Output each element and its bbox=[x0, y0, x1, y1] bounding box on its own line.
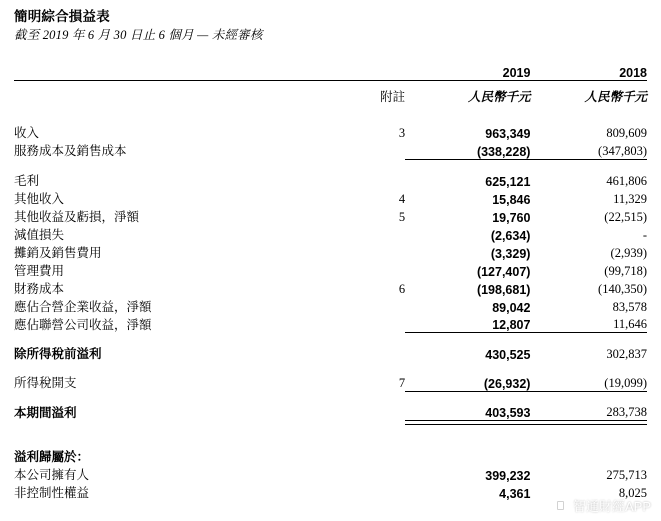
attribution-heading: 溢利歸屬於： bbox=[14, 450, 90, 464]
row-prev-value: 11,646 bbox=[613, 317, 647, 331]
table-row bbox=[14, 373, 647, 391]
row-current-value: (198,681) bbox=[476, 282, 531, 297]
row-prev-value: 809,609 bbox=[606, 126, 647, 140]
income-statement-table bbox=[14, 58, 647, 501]
spacer bbox=[14, 116, 647, 123]
row-note bbox=[337, 141, 405, 159]
row-label: 減值損失 bbox=[14, 227, 65, 242]
watermark-logo-icon bbox=[553, 498, 568, 513]
table-row bbox=[14, 243, 647, 261]
row-prev-value: (99,718) bbox=[604, 263, 647, 278]
spacer bbox=[14, 392, 647, 403]
row-prev-value: (347,803) bbox=[598, 143, 647, 158]
row-label: 除所得稅前溢利 bbox=[14, 347, 102, 361]
header-note-label: 附註 bbox=[380, 90, 406, 104]
row-note bbox=[337, 297, 405, 315]
row-current-value: 19,760 bbox=[492, 210, 531, 225]
row-note: 4 bbox=[398, 191, 406, 206]
attribution-heading-row bbox=[14, 447, 647, 465]
row-label: 管理費用 bbox=[14, 263, 65, 278]
table-row bbox=[14, 141, 647, 159]
row-prev-value: 8,025 bbox=[618, 486, 647, 500]
row-prev-value: (22,515) bbox=[604, 209, 647, 224]
row-label: 其他收益及虧損，淨額 bbox=[14, 209, 140, 224]
row-current-value: 4,361 bbox=[499, 487, 531, 501]
row-prev-value: 275,713 bbox=[606, 468, 647, 482]
row-label: 其他收入 bbox=[14, 191, 65, 206]
row-prev-value: 283,738 bbox=[606, 405, 647, 419]
row-current-value: (127,407) bbox=[476, 264, 531, 279]
row-note bbox=[337, 225, 405, 243]
row-label: 財務成本 bbox=[14, 281, 65, 296]
table-row bbox=[14, 297, 647, 315]
row-note bbox=[337, 243, 405, 261]
row-prev-value: (140,350) bbox=[598, 281, 647, 296]
row-label: 本期間溢利 bbox=[14, 405, 77, 420]
table-header-units bbox=[14, 81, 647, 105]
spacer bbox=[14, 160, 647, 171]
watermark bbox=[553, 496, 651, 515]
row-label: 應佔合營企業收益，淨額 bbox=[14, 299, 152, 314]
table-row bbox=[14, 225, 647, 243]
spacer bbox=[14, 425, 647, 437]
table-row bbox=[14, 261, 647, 279]
row-note bbox=[337, 261, 405, 279]
table-row bbox=[14, 403, 647, 421]
row-prev-value: (2,939) bbox=[610, 245, 647, 260]
table-row bbox=[14, 207, 647, 225]
header-prev-unit: 人民幣千元 bbox=[584, 90, 647, 104]
row-current-value: (2,634) bbox=[490, 228, 531, 243]
row-prev-value: 83,578 bbox=[612, 299, 647, 314]
watermark-text: 智通財經APP bbox=[572, 499, 651, 514]
header-current-year: 2019 bbox=[502, 66, 531, 80]
row-prev-value: 11,329 bbox=[613, 191, 647, 206]
row-note bbox=[337, 403, 405, 421]
row-label: 本公司擁有人 bbox=[14, 468, 90, 482]
row-note bbox=[337, 315, 405, 333]
table-row bbox=[14, 171, 647, 189]
table-row bbox=[14, 189, 647, 207]
table-row bbox=[14, 315, 647, 333]
row-current-value: (3,329) bbox=[490, 246, 531, 261]
page-title: 簡明綜合損益表 bbox=[14, 9, 110, 24]
spacer bbox=[14, 333, 647, 344]
spacer bbox=[14, 105, 647, 116]
row-current-value: 625,121 bbox=[485, 174, 531, 189]
row-note bbox=[337, 171, 405, 189]
row-current-value: (338,228) bbox=[476, 144, 531, 159]
row-current-value: 15,846 bbox=[492, 192, 531, 207]
row-current-value: 403,593 bbox=[485, 406, 531, 420]
row-prev-value: 461,806 bbox=[606, 173, 647, 188]
row-label: 收入 bbox=[14, 126, 40, 140]
row-prev-value: 302,837 bbox=[606, 347, 647, 361]
table-header-years bbox=[14, 58, 647, 81]
row-label: 服務成本及銷售成本 bbox=[14, 144, 127, 158]
header-current-unit: 人民幣千元 bbox=[467, 90, 531, 104]
row-label: 攤銷及銷售費用 bbox=[14, 245, 102, 260]
row-label: 非控制性權益 bbox=[14, 486, 90, 500]
row-current-value: (26,932) bbox=[483, 376, 531, 391]
row-current-value: 963,349 bbox=[485, 127, 531, 141]
row-current-value: 399,232 bbox=[485, 469, 531, 483]
row-note: 5 bbox=[398, 209, 406, 224]
row-label: 應佔聯營公司收益，淨額 bbox=[14, 317, 152, 332]
table-row bbox=[14, 279, 647, 297]
header-prev-year: 2018 bbox=[619, 66, 647, 80]
page-subtitle: 截至 2019 年 6 月 30 日止 6 個月 — 未經審核 bbox=[14, 28, 263, 42]
row-note: 6 bbox=[398, 281, 406, 296]
row-current-value: 89,042 bbox=[492, 300, 531, 315]
table-row bbox=[14, 344, 647, 362]
row-note: 3 bbox=[398, 126, 406, 140]
row-label: 所得稅開支 bbox=[14, 376, 77, 390]
table-row bbox=[14, 465, 647, 483]
row-note: 7 bbox=[398, 376, 406, 390]
table-row bbox=[14, 123, 647, 141]
row-current-value: 430,525 bbox=[485, 348, 531, 362]
spacer bbox=[14, 362, 647, 373]
row-label: 毛利 bbox=[14, 173, 40, 188]
row-note bbox=[337, 344, 405, 362]
row-prev-value: (19,099) bbox=[604, 375, 647, 390]
row-prev-value: - bbox=[642, 227, 647, 242]
spacer bbox=[14, 436, 647, 447]
row-current-value: 12,807 bbox=[492, 318, 531, 332]
